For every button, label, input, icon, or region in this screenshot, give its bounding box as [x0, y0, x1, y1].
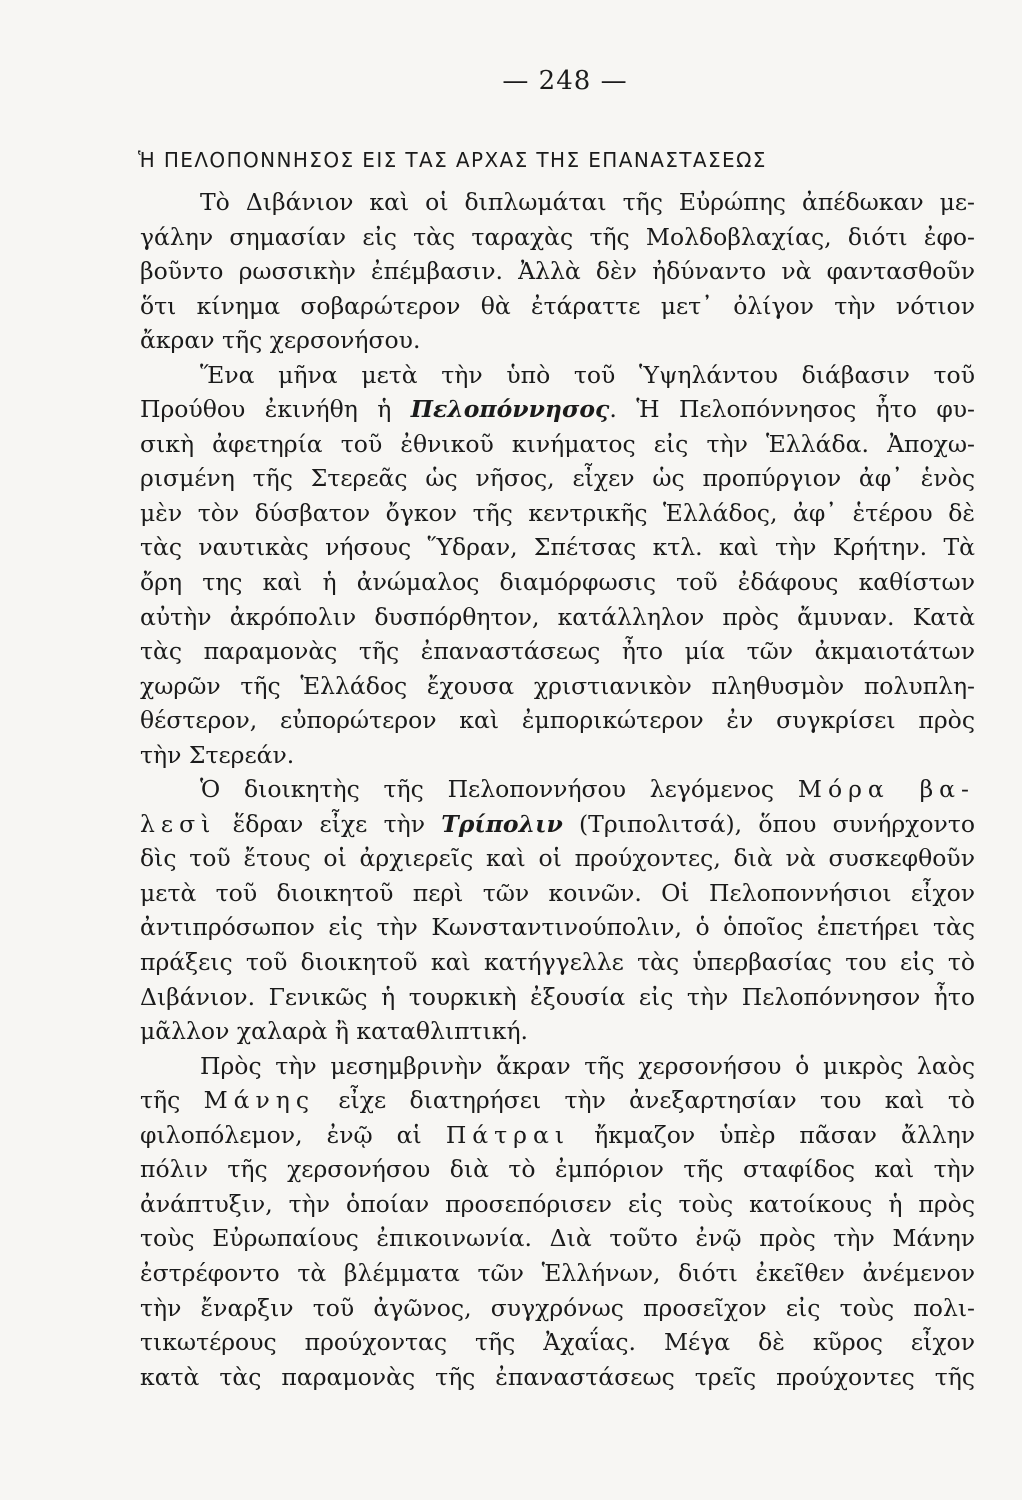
- page-number: — 248 —: [502, 66, 628, 96]
- text-segment: . Ἡ Πελοπόννησος ἦτο φυ-: [609, 395, 975, 424]
- text-line: [140, 496, 975, 531]
- text-segment: Πρὸς τὴν μεσημβρινὴν ἄκραν τῆς χερσονήσου ὁ μικρὸς λαὸς: [200, 1051, 975, 1080]
- text-segment: Ὁ διοικητὴς τῆς Πελοποννήσου λεγόμενος: [200, 775, 798, 804]
- text-segment: μετὰ τοῦ διοικητοῦ περὶ τῶν κοινῶν. Οἱ Πελοποννήσιοι εἶχον: [140, 878, 975, 907]
- text-line: [140, 703, 975, 738]
- text-segment: ἕδραν εἶχε τὴν: [216, 809, 442, 838]
- text-segment: μὲν τὸν δύσβατον ὄγκον τῆς κεντρικῆς Ἑλλάδος, ἀφ᾽ ἑτέρου δὲ: [140, 498, 975, 527]
- text-line: [140, 1325, 975, 1360]
- text-line: [140, 841, 975, 876]
- text-line: [140, 980, 975, 1015]
- text-segment: τικωτέρους προύχοντας τῆς Ἀχαΐας. Μέγα δὲ κῦρος εἶχον: [140, 1328, 975, 1357]
- text-line: [140, 1118, 975, 1153]
- text-segment: δὶς τοῦ ἔτους οἱ ἀρχιερεῖς καὶ οἱ προύχοντες, διὰ νὰ συσκεφθοῦν: [140, 844, 975, 873]
- text-segment: ὅτι κίνημα σοβαρώτερον θὰ ἐτάραττε μετ᾽ ὀλίγον τὴν νότιον: [140, 291, 975, 320]
- text-line: [140, 358, 975, 393]
- text-segment: (Τριπολιτσά), ὅπου συνήρχοντο: [562, 809, 975, 838]
- text-line: [140, 1049, 975, 1084]
- text-segment: ἐστρέφοντο τὰ βλέμματα τῶν Ἑλλήνων, διότι ἐκεῖθεν ἀνέμενον: [140, 1258, 975, 1287]
- text-segment: αὐτὴν ἀκρόπολιν δυσπόρθητον, κατάλληλον πρὸς ἄμυναν. Κατὰ: [140, 602, 975, 631]
- text-line: [140, 427, 975, 462]
- text-segment: ἀνάπτυξιν, τὴν ὁποίαν προσεπόρισεν εἰς τοὺς κατοίκους ἡ πρὸς: [140, 1189, 975, 1218]
- bold-italic-text: Τρίπολιν: [441, 809, 563, 838]
- text-segment: τὰς ναυτικὰς νήσους Ὕδραν, Σπέτσας κτλ. καὶ τὴν Κρήτην. Τὰ: [140, 533, 975, 562]
- text-segment: βοῦντο ρωσσικὴν ἐπέμβασιν. Ἀλλὰ δὲν ἠδύναντο νὰ φαντασθοῦν: [140, 257, 975, 286]
- text-line: [140, 1014, 975, 1049]
- text-line: [140, 738, 975, 773]
- spaced-text: Πάτραι: [445, 1120, 571, 1149]
- text-line: [140, 185, 975, 220]
- bold-italic-text: Πελοπόννησος: [410, 395, 610, 424]
- text-segment: εἶχε διατηρήσει τὴν ἀνεξαρτησίαν του καὶ τὸ: [315, 1086, 975, 1115]
- text-line: [140, 910, 975, 945]
- text-segment: κατὰ τὰς παραμονὰς τῆς ἐπαναστάσεως τρεῖς προύχοντες τῆς: [140, 1362, 975, 1391]
- spaced-text: Μάνης: [203, 1086, 316, 1115]
- text-line: [140, 1187, 975, 1222]
- text-segment: ρισμένη τῆς Στερεᾶς ὡς νῆσος, εἶχεν ὡς προπύργιον ἀφ᾽ ἑνὸς: [140, 464, 975, 493]
- text-segment: Διβάνιον. Γενικῶς ἡ τουρκικὴ ἐξουσία εἰς τὴν Πελοπόννησον ἦτο: [140, 982, 975, 1011]
- text-segment: φιλοπόλεμον, ἐνῷ αἱ: [140, 1120, 446, 1149]
- text-line: [140, 289, 975, 324]
- text-segment: τὰς παραμονὰς τῆς ἐπαναστάσεως ἦτο μία τῶν ἀκμαιοτάτων: [140, 637, 975, 666]
- text-line: [140, 1291, 975, 1326]
- text-line: [140, 600, 975, 635]
- text-segment: Τὸ Διβάνιον καὶ οἱ διπλωμάται τῆς Εὐρώπης ἀπέδωκαν με-: [200, 188, 975, 216]
- text-segment: τὴν Στερεάν.: [140, 740, 295, 769]
- text-line: [140, 565, 975, 600]
- text-segment: τοὺς Εὐρωπαίους ἐπικοινωνία. Διὰ τοῦτο ἐνῷ πρὸς τὴν Μάνην: [140, 1224, 975, 1253]
- text-line: [140, 323, 975, 358]
- text-line: [140, 461, 975, 496]
- text-line: [140, 807, 975, 842]
- text-line: [140, 945, 975, 980]
- text-line: [140, 220, 975, 255]
- text-segment: πράξεις τοῦ διοικητοῦ καὶ κατήγγελλε τὰς ὑπερβασίας του εἰς τὸ: [140, 948, 975, 977]
- text-segment: τῆς: [140, 1086, 204, 1115]
- text-segment: Προύθου ἐκινήθη ἡ: [140, 395, 411, 424]
- text-segment: θέστερον, εὐπορώτερον καὶ ἐμπορικώτερον ἐν συγκρίσει πρὸς: [140, 706, 975, 735]
- text-segment: ἤκμαζον ὑπὲρ πᾶσαν ἄλλην: [570, 1120, 975, 1149]
- text-line: [140, 1152, 975, 1187]
- body-text: [140, 185, 975, 1394]
- spaced-text: λεσὶ: [140, 809, 217, 838]
- running-head: Ἡ ΠΕΛΟΠΟΝΝΗΣΟΣ ΕΙΣ ΤΑΣ ΑΡΧΑΣ ΤΗΣ ΕΠΑΝΑΣΤΑΣΕΩΣ: [138, 148, 767, 172]
- text-segment: χωρῶν τῆς Ἑλλάδος ἔχουσα χριστιανικὸν πληθυσμὸν πολυπλη-: [140, 671, 975, 700]
- text-segment: γάλην σημασίαν εἰς τὰς ταραχὰς τῆς Μολδοβλαχίας, διότι ἐφο-: [140, 222, 975, 251]
- text-line: [140, 1083, 975, 1118]
- text-line: [140, 634, 975, 669]
- text-line: [140, 669, 975, 704]
- text-line: [140, 1221, 975, 1256]
- spaced-text: Μόρα βα-: [797, 775, 975, 804]
- text-segment: μᾶλλον χαλαρὰ ἢ καταθλιπτική.: [140, 1017, 528, 1046]
- text-line: [140, 1360, 975, 1395]
- text-segment: ἄκραν τῆς χερσονήσου.: [140, 326, 421, 355]
- text-segment: Ἕνα μῆνα μετὰ τὴν ὑπὸ τοῦ Ὑψηλάντου διάβασιν τοῦ: [200, 360, 975, 389]
- text-line: [140, 392, 975, 427]
- text-segment: τὴν ἔναρξιν τοῦ ἀγῶνος, συγχρόνως προσεῖχον εἰς τοὺς πολι-: [140, 1293, 975, 1322]
- text-segment: σικὴ ἀφετηρία τοῦ ἐθνικοῦ κινήματος εἰς τὴν Ἑλλάδα. Ἀποχω-: [140, 429, 975, 458]
- text-line: [140, 772, 975, 807]
- text-line: [140, 876, 975, 911]
- text-segment: πόλιν τῆς χερσονήσου διὰ τὸ ἐμπόριον τῆς σταφίδος καὶ τὴν: [140, 1155, 975, 1184]
- text-line: [140, 1256, 975, 1291]
- text-line: [140, 530, 975, 565]
- text-segment: ὄρη της καὶ ἡ ἀνώμαλος διαμόρφωσις τοῦ ἐδάφους καθίστων: [140, 568, 975, 597]
- text-line: [140, 254, 975, 289]
- text-segment: ἀντιπρόσωπον εἰς τὴν Κωνσταντινούπολιν, ὁ ὁποῖος ἐπετήρει τὰς: [140, 913, 975, 942]
